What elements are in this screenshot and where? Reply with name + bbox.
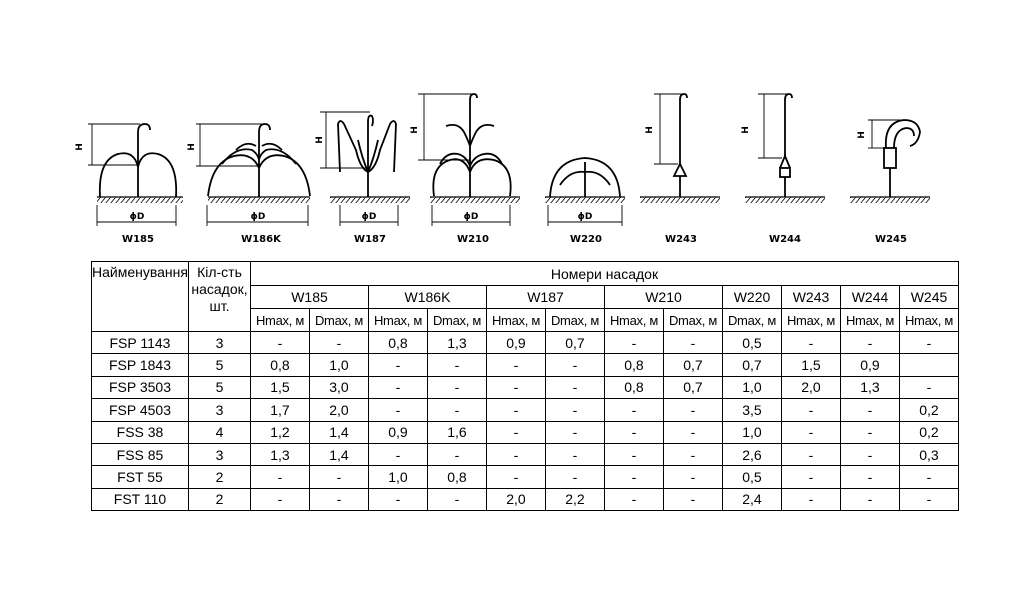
- value-cell: 1,5: [250, 376, 309, 398]
- value-cell: -: [427, 376, 486, 398]
- value-cell: -: [486, 421, 545, 443]
- value-cell: -: [663, 466, 722, 488]
- value-cell: -: [663, 399, 722, 421]
- value-cell: -: [781, 443, 840, 465]
- value-cell: 0,7: [663, 354, 722, 376]
- value-cell: -: [368, 399, 427, 421]
- h-label-w186k: H: [187, 143, 197, 151]
- unit-header: Dmax, м: [545, 309, 604, 332]
- value-cell: 1,7: [250, 399, 309, 421]
- value-cell: 0,5: [722, 466, 781, 488]
- nozzle-label-w220: W220: [570, 234, 602, 245]
- value-cell: -: [545, 399, 604, 421]
- row-name-cell: FSP 1843: [92, 354, 189, 376]
- value-cell: 2,6: [722, 443, 781, 465]
- h-label-w245: H: [857, 131, 867, 139]
- value-cell: 2,4: [722, 488, 781, 510]
- value-cell: 1,3: [427, 332, 486, 354]
- nozzle-label-w186k: W186K: [241, 234, 281, 245]
- table-row: [92, 488, 959, 510]
- value-cell: 0,3: [899, 443, 958, 465]
- nozzle-w243-drawing: [640, 94, 720, 203]
- value-cell: -: [604, 332, 663, 354]
- value-cell: -: [899, 376, 958, 398]
- value-cell: 0,8: [427, 466, 486, 488]
- table-body: [92, 332, 959, 511]
- row-qty-cell: 3: [188, 399, 250, 421]
- value-cell: 0,7: [545, 332, 604, 354]
- nozzle-w187-drawing: [320, 112, 410, 226]
- value-cell: 0,7: [722, 354, 781, 376]
- value-cell: -: [486, 354, 545, 376]
- nozzle-w244-drawing: [745, 94, 825, 203]
- value-cell: -: [604, 421, 663, 443]
- h-label-w210: H: [410, 126, 420, 134]
- nozzle-label-w245: W245: [875, 234, 907, 245]
- value-cell: 0,2: [899, 399, 958, 421]
- value-cell: 3,0: [309, 376, 368, 398]
- nozzle-label-w243: W243: [665, 234, 697, 245]
- value-cell: -: [781, 466, 840, 488]
- value-cell: 3,5: [722, 399, 781, 421]
- value-cell: 2,2: [545, 488, 604, 510]
- nozzle-label-w185: W185: [122, 234, 154, 245]
- value-cell: -: [604, 466, 663, 488]
- nozzle-label-w210: W210: [457, 234, 489, 245]
- value-cell: -: [545, 466, 604, 488]
- group-w220: W220: [722, 286, 781, 309]
- value-cell: -: [486, 376, 545, 398]
- value-cell: 2,0: [781, 376, 840, 398]
- value-cell: 1,0: [722, 376, 781, 398]
- table-row: [92, 399, 959, 421]
- d-label-w185: ϕD: [129, 212, 145, 222]
- value-cell: -: [604, 399, 663, 421]
- value-cell: -: [840, 399, 899, 421]
- group-w185: W185: [250, 286, 368, 309]
- value-cell: 0,2: [899, 421, 958, 443]
- table-row: [92, 354, 959, 376]
- group-w186k: W186K: [368, 286, 486, 309]
- group-w187: W187: [486, 286, 604, 309]
- row-name-cell: FSP 4503: [92, 399, 189, 421]
- value-cell: -: [486, 399, 545, 421]
- nozzle-drawings: [0, 0, 1024, 258]
- unit-header: Hmax, м: [899, 309, 958, 332]
- value-cell: -: [309, 332, 368, 354]
- value-cell: 0,8: [250, 354, 309, 376]
- value-cell: -: [486, 466, 545, 488]
- value-cell: 2,0: [486, 488, 545, 510]
- nozzle-w186k-drawing: [196, 124, 310, 226]
- value-cell: -: [604, 488, 663, 510]
- header-row-top: [92, 262, 959, 286]
- value-cell: -: [545, 443, 604, 465]
- unit-header: Hmax, м: [250, 309, 309, 332]
- value-cell: -: [427, 399, 486, 421]
- row-name-cell: FSS 85: [92, 443, 189, 465]
- value-cell: -: [427, 354, 486, 376]
- value-cell: -: [899, 332, 958, 354]
- value-cell: -: [250, 332, 309, 354]
- value-cell: -: [250, 488, 309, 510]
- nozzle-w185-drawing: [88, 124, 183, 226]
- unit-header: Dmax, м: [427, 309, 486, 332]
- value-cell: -: [840, 466, 899, 488]
- unit-header: Hmax, м: [781, 309, 840, 332]
- value-cell: 1,0: [368, 466, 427, 488]
- row-name-cell: FSS 38: [92, 421, 189, 443]
- value-cell: -: [663, 332, 722, 354]
- row-name-cell: FSP 3503: [92, 376, 189, 398]
- nozzle-w210-drawing: [418, 94, 520, 226]
- row-name-cell: FST 55: [92, 466, 189, 488]
- unit-header: Hmax, м: [604, 309, 663, 332]
- value-cell: 1,6: [427, 421, 486, 443]
- value-cell: 1,3: [250, 443, 309, 465]
- value-cell: 1,0: [309, 354, 368, 376]
- value-cell: -: [663, 421, 722, 443]
- row-qty-cell: 2: [188, 488, 250, 510]
- value-cell: -: [781, 488, 840, 510]
- d-label-w210: ϕD: [463, 212, 479, 222]
- value-cell: -: [368, 488, 427, 510]
- value-cell: 0,8: [368, 332, 427, 354]
- value-cell: 1,4: [309, 421, 368, 443]
- value-cell: 0,8: [604, 376, 663, 398]
- unit-header: Dmax, м: [663, 309, 722, 332]
- value-cell: 1,4: [309, 443, 368, 465]
- unit-header: Dmax, м: [309, 309, 368, 332]
- group-w210: W210: [604, 286, 722, 309]
- value-cell: -: [545, 376, 604, 398]
- unit-header: Hmax, м: [368, 309, 427, 332]
- value-cell: -: [899, 488, 958, 510]
- d-label-w220: ϕD: [577, 212, 593, 222]
- unit-header: Hmax, м: [840, 309, 899, 332]
- nozzles-header: Номери насадок: [250, 262, 958, 286]
- value-cell: 0,7: [663, 376, 722, 398]
- nozzle-label-w187: W187: [354, 234, 386, 245]
- value-cell: 0,9: [486, 332, 545, 354]
- table-row: [92, 443, 959, 465]
- row-qty-cell: 4: [188, 421, 250, 443]
- h-label-w244: H: [741, 126, 751, 134]
- h-label-w187: H: [315, 136, 325, 144]
- row-qty-cell: 3: [188, 443, 250, 465]
- value-cell: [899, 354, 958, 376]
- value-cell: -: [604, 443, 663, 465]
- nozzle-spec-table: [91, 261, 959, 511]
- value-cell: -: [545, 354, 604, 376]
- h-label-w185: H: [75, 143, 85, 151]
- unit-header: Dmax, м: [722, 309, 781, 332]
- value-cell: 1,0: [722, 421, 781, 443]
- group-w245: W245: [899, 286, 958, 309]
- value-cell: -: [663, 443, 722, 465]
- value-cell: 0,9: [840, 354, 899, 376]
- value-cell: 1,2: [250, 421, 309, 443]
- value-cell: -: [781, 421, 840, 443]
- row-qty-cell: 3: [188, 332, 250, 354]
- value-cell: -: [781, 399, 840, 421]
- value-cell: -: [309, 466, 368, 488]
- row-qty-cell: 5: [188, 376, 250, 398]
- value-cell: -: [899, 466, 958, 488]
- row-name-cell: FSP 1143: [92, 332, 189, 354]
- group-w243: W243: [781, 286, 840, 309]
- value-cell: 2,0: [309, 399, 368, 421]
- value-cell: -: [250, 466, 309, 488]
- table-row: [92, 421, 959, 443]
- value-cell: 0,5: [722, 332, 781, 354]
- value-cell: -: [368, 354, 427, 376]
- value-cell: -: [840, 421, 899, 443]
- unit-header: Hmax, м: [486, 309, 545, 332]
- value-cell: 1,3: [840, 376, 899, 398]
- d-label-w187: ϕD: [361, 212, 377, 222]
- value-cell: -: [840, 332, 899, 354]
- value-cell: -: [368, 443, 427, 465]
- value-cell: -: [309, 488, 368, 510]
- qty-header: Кіл-сть насадок, шт.: [188, 262, 250, 332]
- d-label-w186k: ϕD: [250, 212, 266, 222]
- value-cell: -: [368, 376, 427, 398]
- value-cell: -: [545, 421, 604, 443]
- value-cell: -: [840, 488, 899, 510]
- value-cell: -: [427, 488, 486, 510]
- value-cell: 0,9: [368, 421, 427, 443]
- value-cell: -: [663, 488, 722, 510]
- row-name-cell: FST 110: [92, 488, 189, 510]
- group-w244: W244: [840, 286, 899, 309]
- table-row: [92, 466, 959, 488]
- value-cell: -: [427, 443, 486, 465]
- value-cell: 1,5: [781, 354, 840, 376]
- row-qty-cell: 2: [188, 466, 250, 488]
- value-cell: -: [781, 332, 840, 354]
- table-row: [92, 332, 959, 354]
- nozzle-label-w244: W244: [769, 234, 801, 245]
- table-row: [92, 376, 959, 398]
- name-header: Найменування: [92, 262, 189, 332]
- nozzle-diagram: [0, 0, 1024, 258]
- h-label-w243: H: [645, 126, 655, 134]
- value-cell: -: [840, 443, 899, 465]
- value-cell: 0,8: [604, 354, 663, 376]
- row-qty-cell: 5: [188, 354, 250, 376]
- value-cell: -: [486, 443, 545, 465]
